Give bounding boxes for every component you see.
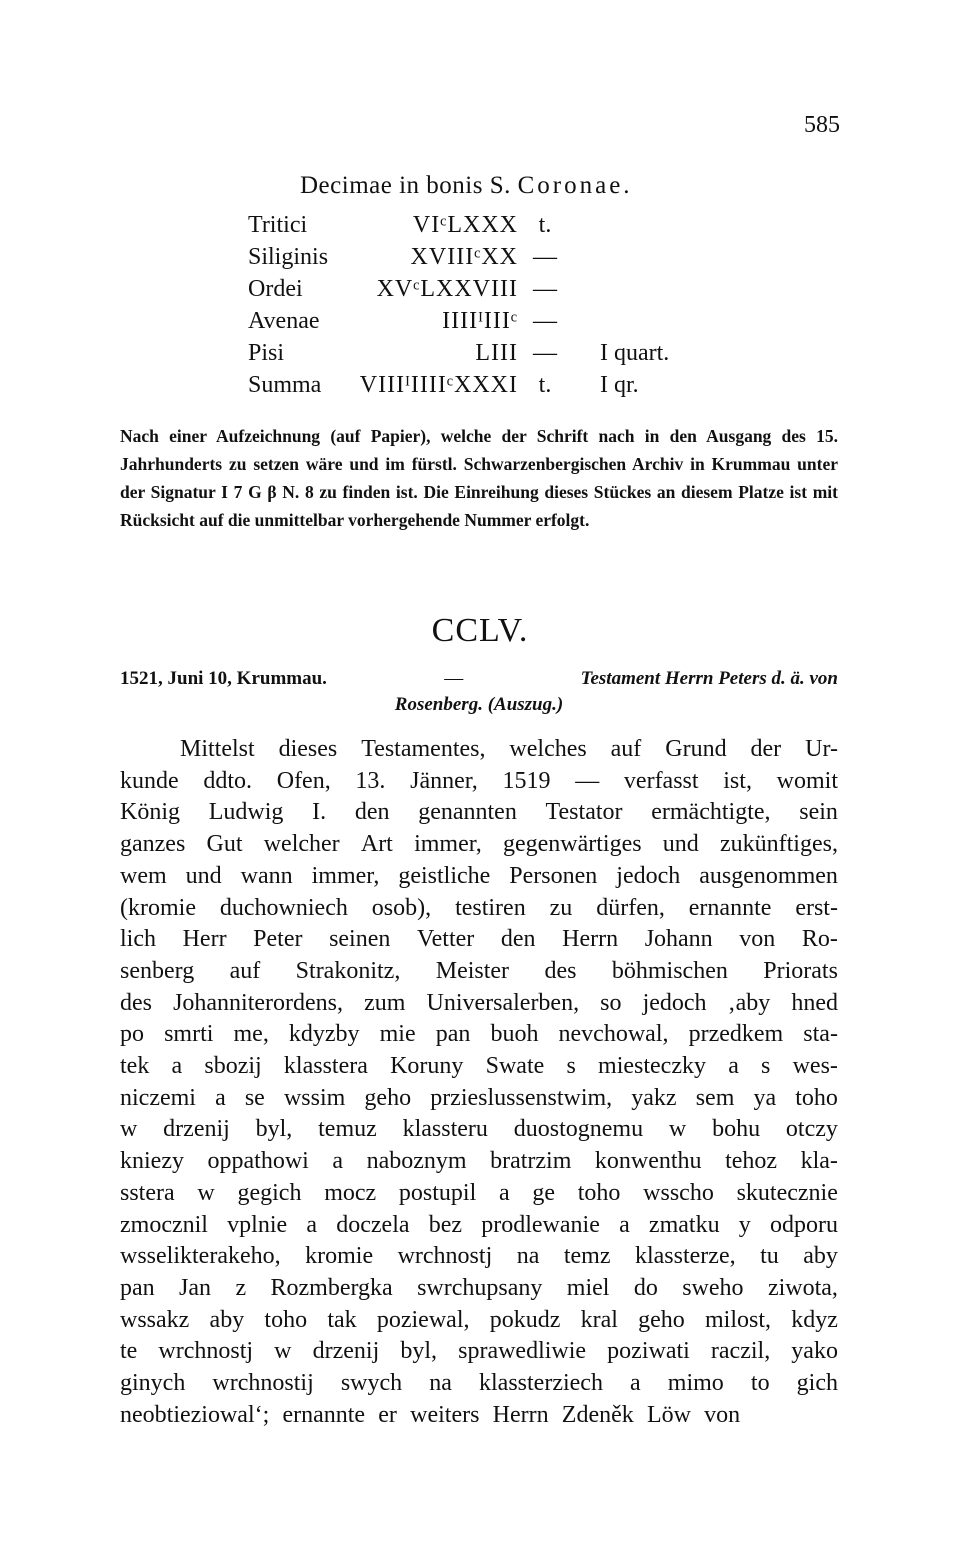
body-word: Ofen, — [276, 767, 331, 794]
body-word: Jänner, — [410, 767, 478, 794]
body-word: wrchnostij — [212, 1370, 314, 1397]
body-line — [120, 861, 838, 893]
body-word: Ur- — [805, 736, 838, 762]
decimae-title-lead: Decimae in bonis S. — [300, 172, 511, 199]
body-word: Personen — [509, 862, 598, 889]
body-word: Herrn — [562, 926, 619, 953]
body-word: senberg — [120, 957, 195, 984]
body-word: tak — [327, 1306, 357, 1333]
body-word: yakz — [631, 1084, 677, 1111]
body-word: a — [728, 1053, 739, 1080]
body-word: te — [120, 1338, 138, 1365]
body-word: jedoch — [616, 862, 681, 889]
body-word: so — [600, 989, 622, 1016]
body-word: wssim — [283, 1084, 346, 1111]
body-word: Jan — [179, 1274, 212, 1301]
body-word: po — [120, 1021, 144, 1048]
body-text — [120, 734, 838, 1431]
body-word: ausgenommen — [699, 862, 838, 889]
body-word: przieslussenstwim, — [430, 1084, 613, 1111]
body-word: swrchupsany — [417, 1274, 543, 1301]
body-word: I. — [312, 799, 327, 826]
body-word: 13. — [355, 767, 386, 794]
body-word: ginych — [120, 1370, 186, 1397]
body-word: postupil — [398, 1179, 477, 1206]
body-word: sstera — [120, 1179, 175, 1206]
grain-unit: t. — [538, 372, 552, 398]
document-heading — [120, 666, 838, 718]
body-word: duchowniech — [219, 894, 348, 921]
body-word: drzenij — [163, 1116, 230, 1143]
body-word: ernannte — [282, 1401, 366, 1428]
body-word: kniezy — [120, 1148, 184, 1175]
body-word: Peter — [253, 926, 303, 953]
body-word: seinen — [329, 926, 391, 953]
body-word: kromie — [305, 1243, 374, 1270]
body-word: klassterze, — [634, 1243, 736, 1270]
body-word: gegich — [237, 1179, 302, 1206]
body-word: kral — [580, 1306, 618, 1333]
body-line — [120, 1210, 838, 1242]
body-line — [120, 1273, 838, 1305]
body-word: ernannte — [688, 894, 772, 921]
body-word: verfasst — [623, 767, 699, 794]
body-word: poziewal, — [376, 1306, 470, 1333]
body-word: nevchowal, — [558, 1021, 669, 1048]
body-word: ‚aby — [727, 989, 771, 1016]
body-word: drzenij — [312, 1338, 380, 1365]
body-line — [120, 1400, 838, 1432]
grain-name: Avenae — [248, 308, 320, 334]
body-word: yako — [791, 1338, 838, 1365]
body-word: Priorats — [763, 957, 838, 984]
body-line — [120, 1019, 838, 1051]
page-number: 585 — [804, 112, 840, 138]
body-word: geho — [364, 1084, 412, 1111]
body-word: konwenthu — [594, 1148, 702, 1175]
grain-row — [248, 244, 708, 276]
body-word: neobtieziowal‘; — [120, 1401, 270, 1428]
body-word: Koruny — [390, 1053, 464, 1080]
grain-row — [248, 308, 708, 340]
body-line — [120, 1368, 838, 1400]
body-word: w — [120, 1116, 138, 1143]
body-line — [120, 829, 838, 861]
body-word: immer, — [414, 831, 482, 858]
body-word: milost, — [704, 1306, 771, 1333]
body-line — [120, 893, 838, 925]
body-word: auf — [229, 957, 261, 984]
body-word: do — [633, 1274, 658, 1301]
body-word: Mittelst — [180, 736, 255, 762]
body-word: a — [498, 1179, 510, 1206]
body-word: na — [516, 1243, 540, 1270]
body-word: bez — [428, 1211, 463, 1238]
decimae-title-spaced: Coronae. — [517, 172, 633, 199]
body-word: böhmischen — [611, 957, 728, 984]
heading-title-continued: Rosenberg. (Auszug.) — [394, 694, 564, 715]
document-number: CCLV. — [431, 612, 529, 649]
body-word: ermächtigte, — [651, 799, 771, 826]
body-word: Gut — [206, 831, 243, 858]
body-word: er — [378, 1401, 397, 1428]
body-word: bohu — [712, 1116, 761, 1143]
body-word: hned — [791, 989, 838, 1016]
body-word: pan — [435, 1021, 471, 1048]
grain-name: Ordei — [248, 276, 303, 302]
body-word: a — [630, 1370, 641, 1397]
body-word: a — [306, 1211, 318, 1238]
body-word: raczil, — [710, 1338, 771, 1365]
body-word: klasstera — [283, 1053, 368, 1080]
grain-table — [248, 212, 708, 404]
grain-unit: — — [533, 340, 557, 366]
decimae-title — [300, 172, 633, 200]
grain-value: VIIIᴵIIIIᶜXXXI — [359, 372, 518, 398]
body-word: miesteczky — [598, 1053, 706, 1080]
body-line — [120, 956, 838, 988]
body-word: mocz — [324, 1179, 377, 1206]
body-word: Art — [360, 831, 393, 858]
body-line — [120, 1146, 838, 1178]
body-word: niczemi — [120, 1084, 196, 1111]
body-word: sta- — [803, 1021, 838, 1048]
body-word: Ludwig — [208, 799, 284, 826]
body-word: odporu — [769, 1211, 838, 1238]
body-word: Meister — [435, 957, 510, 984]
body-word: wsscho — [643, 1179, 714, 1206]
grain-row — [248, 372, 708, 404]
body-word: des — [120, 989, 152, 1016]
body-line — [120, 766, 838, 798]
body-word: welches — [509, 736, 587, 762]
grain-value: XVIIIᶜXX — [410, 244, 518, 270]
body-word: wrchnostj — [397, 1243, 493, 1270]
body-word: wann — [240, 862, 293, 889]
body-word: erst- — [795, 894, 838, 921]
body-word: König — [120, 799, 180, 826]
body-word: Johanniterordens, — [173, 989, 344, 1016]
body-word: (kromie — [120, 894, 196, 921]
body-word: zu — [549, 894, 573, 921]
body-line — [120, 797, 838, 829]
body-word: und — [185, 862, 222, 889]
grain-value: LIII — [475, 340, 518, 366]
body-word: buoh — [490, 1021, 539, 1048]
body-word: poziwati — [607, 1338, 690, 1365]
body-line — [120, 924, 838, 956]
body-word: von — [704, 1401, 741, 1428]
grain-unit: — — [533, 308, 557, 334]
body-line — [120, 1336, 838, 1368]
body-word: s — [761, 1053, 771, 1080]
body-word: Testamentes, — [361, 736, 486, 762]
body-word: ya — [753, 1084, 777, 1111]
body-word: dieses — [278, 736, 338, 762]
body-word: den — [500, 926, 536, 953]
grain-value: XVᶜLXXVIII — [376, 276, 518, 302]
body-word: temz — [563, 1243, 611, 1270]
body-word: wes- — [792, 1053, 838, 1080]
grain-row — [248, 276, 708, 308]
body-word: Rozmbergka — [270, 1274, 393, 1301]
body-word: zukünftiges, — [719, 831, 838, 858]
body-word: przedkem — [688, 1021, 784, 1048]
body-word: auf — [610, 736, 642, 762]
body-word: Zdeněk — [561, 1401, 634, 1428]
body-word: swych — [340, 1370, 403, 1397]
heading-title: Testament Herrn Peters d. ä. von — [580, 668, 838, 689]
heading-line — [120, 666, 838, 692]
body-word: immer, — [311, 862, 380, 889]
body-word: tek — [120, 1053, 150, 1080]
body-word: Testator — [545, 799, 623, 826]
body-word: me, — [233, 1021, 269, 1048]
body-word: bratrzim — [490, 1148, 572, 1175]
body-word: sem — [695, 1084, 735, 1111]
body-word: kdyz — [791, 1306, 838, 1333]
body-line — [120, 1083, 838, 1115]
body-word: smrti — [164, 1021, 214, 1048]
grain-name: Pisi — [248, 340, 285, 366]
body-word: Johann — [644, 926, 713, 953]
body-word: kdyzby — [288, 1021, 360, 1048]
body-word: y — [738, 1211, 751, 1238]
body-word: ist, — [723, 767, 752, 794]
body-word: toho — [577, 1179, 621, 1206]
body-word: kla- — [800, 1148, 838, 1175]
body-word: aby — [209, 1306, 245, 1333]
editorial-note: Nach einer Aufzeichnung (auf Papier), welche der Schrift nach in den Ausgang des 15. Jahrhunderts zu setzen wäre und im fürstl. Schwarzenbergischen Archiv in Krummau unter der Signatur I 7 G β N. 8 zu finden ist. Die Einreihung dieses Stückes an diesem Platze ist mit Rücksicht auf die unmittelbar vorhergehende Nummer erfolgt. — [120, 426, 838, 530]
grain-value: VIᶜLXXX — [412, 212, 518, 238]
body-word: miel — [566, 1274, 610, 1301]
grain-name: Siliginis — [248, 244, 329, 270]
body-word: 1519 — [502, 767, 551, 794]
body-word: wrchnostj — [158, 1338, 254, 1365]
grain-extra: I qr. — [600, 372, 639, 398]
body-word: aby — [803, 1243, 838, 1270]
body-word: prodlewanie — [481, 1211, 600, 1238]
grain-value: IIIIᴵIIIᶜ — [442, 308, 518, 334]
body-word: Löw — [646, 1401, 691, 1428]
body-word: womit — [776, 767, 838, 794]
body-word: Grund — [665, 736, 727, 762]
body-word: testiren — [455, 894, 526, 921]
body-word: Swate — [485, 1053, 545, 1080]
body-word: Herr — [182, 926, 227, 953]
body-word: welcher — [263, 831, 340, 858]
body-word: ziwota, — [767, 1274, 838, 1301]
grain-name: Summa — [248, 372, 322, 398]
body-word: w — [274, 1338, 292, 1365]
body-word: a — [215, 1084, 226, 1111]
body-word: des — [544, 957, 577, 984]
body-word: lich — [120, 926, 156, 953]
heading-date-place: 1521, Juni 10, Krummau. — [120, 668, 327, 689]
grain-row — [248, 212, 708, 244]
body-word: a — [171, 1053, 183, 1080]
body-word: skutecznie — [736, 1179, 838, 1206]
body-word: na — [429, 1370, 452, 1397]
body-word: gich — [796, 1370, 838, 1397]
body-word: ge — [532, 1179, 556, 1206]
body-word: oppathowi — [207, 1148, 309, 1175]
body-word: den — [354, 799, 390, 826]
body-word: zum — [364, 989, 406, 1016]
body-word: gegenwärtiges — [502, 831, 642, 858]
body-word: genannten — [418, 799, 517, 826]
body-word: ganzes — [120, 831, 186, 858]
body-word: wssakz — [120, 1306, 190, 1333]
body-word: temuz — [318, 1116, 377, 1143]
body-word: geistliche — [398, 862, 491, 889]
body-word: s — [566, 1053, 576, 1080]
grain-name: Tritici — [248, 212, 308, 238]
body-word: sweho — [682, 1274, 744, 1301]
body-word: wem — [120, 862, 167, 889]
body-word: klassterziech — [479, 1370, 603, 1397]
body-word: doczela — [336, 1211, 410, 1238]
body-word: pokudz — [489, 1306, 561, 1333]
body-word: to — [750, 1370, 770, 1397]
body-word: mimo — [667, 1370, 724, 1397]
body-word: Strakonitz, — [295, 957, 401, 984]
body-word: von — [739, 926, 776, 953]
body-line — [120, 988, 838, 1020]
body-word: mie — [379, 1021, 416, 1048]
body-word: z — [235, 1274, 247, 1301]
body-word: tehoz — [725, 1148, 778, 1175]
body-word: Ro- — [801, 926, 838, 953]
body-word: tu — [760, 1243, 779, 1270]
body-line — [120, 1051, 838, 1083]
body-word: Vetter — [416, 926, 475, 953]
body-line — [120, 1178, 838, 1210]
body-line — [120, 734, 838, 766]
body-word: w — [668, 1116, 687, 1143]
body-word: pan — [120, 1274, 155, 1301]
grain-unit: — — [533, 244, 557, 270]
body-word: sein — [799, 799, 838, 826]
body-word: toho — [264, 1306, 308, 1333]
grain-extra: I quart. — [600, 340, 670, 366]
body-word: und — [662, 831, 699, 858]
body-word: weiters — [410, 1401, 480, 1428]
body-word: geho — [638, 1306, 685, 1333]
body-word: kunde — [120, 767, 179, 794]
body-word: klassteru — [402, 1116, 488, 1143]
body-word: se — [244, 1084, 265, 1111]
body-word: der — [750, 736, 782, 762]
body-word: a — [619, 1211, 630, 1238]
body-word: zmocznil — [120, 1211, 208, 1238]
body-line — [120, 1114, 838, 1146]
body-word: — — [575, 767, 600, 794]
body-word: zmatku — [648, 1211, 720, 1238]
body-word: vplnie — [227, 1211, 288, 1238]
body-line — [120, 1305, 838, 1337]
heading-dash: — — [444, 668, 464, 689]
body-word: w — [197, 1179, 215, 1206]
body-word: jedoch — [642, 989, 707, 1016]
body-word: toho — [795, 1084, 838, 1111]
body-word: dürfen, — [596, 894, 665, 921]
body-word: byl, — [255, 1116, 293, 1143]
body-word: byl, — [400, 1338, 438, 1365]
grain-unit: t. — [538, 212, 552, 238]
body-word: Universalerben, — [426, 989, 580, 1016]
body-word: otczy — [785, 1116, 838, 1143]
body-word: ddto. — [203, 767, 253, 794]
grain-row — [248, 340, 708, 372]
body-word: naboznym — [366, 1148, 467, 1175]
body-word: osob), — [371, 894, 432, 921]
body-word: Herrn — [492, 1401, 549, 1428]
grain-unit: — — [533, 276, 557, 302]
body-line — [120, 1241, 838, 1273]
body-word: wsselikterakeho, — [120, 1243, 281, 1270]
body-word: sbozij — [204, 1053, 262, 1080]
body-word: a — [332, 1148, 344, 1175]
body-word: sprawedliwie — [458, 1338, 587, 1365]
body-word: duostognemu — [513, 1116, 644, 1143]
